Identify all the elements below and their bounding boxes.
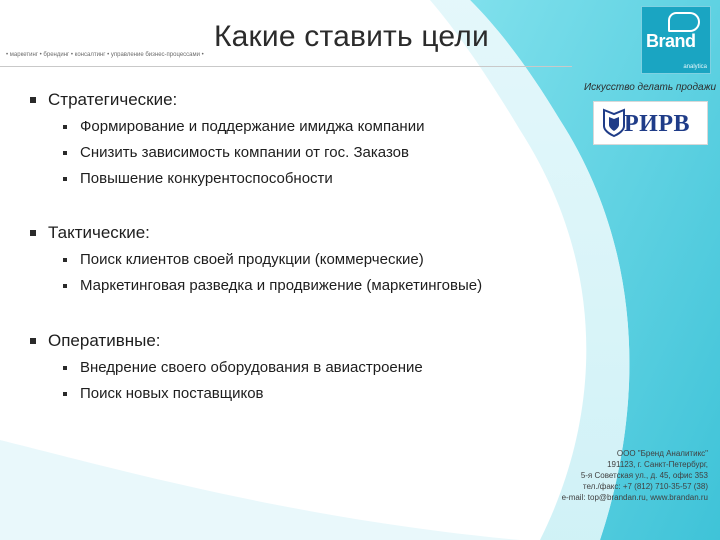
section-heading: Стратегические: xyxy=(30,90,177,110)
bullet-icon xyxy=(63,125,67,129)
bullet-icon xyxy=(30,97,36,103)
address-line: 191123, г. Санкт-Петербург, xyxy=(607,460,708,469)
bullet-icon xyxy=(63,258,67,262)
section-heading: Оперативные: xyxy=(30,331,161,351)
speech-bubble-icon xyxy=(668,12,700,32)
contact-line: e-mail: top@brandan.ru, www.brandan.ru xyxy=(561,493,708,502)
company-name: ООО "Бренд Аналитикс" xyxy=(616,449,708,458)
section-heading: Тактические: xyxy=(30,223,150,243)
bullet-icon xyxy=(63,392,67,396)
bullet-icon xyxy=(30,338,36,344)
phone-line: тел./факс: +7 (812) 710-35-57 (38) xyxy=(582,482,708,491)
tagline: • маркетинг • брендинг • консалтинг • управление бизнес-процессами • xyxy=(6,52,204,58)
list-item: Снизить зависимость компании от гос. Заказов xyxy=(63,144,409,161)
list-item: Маркетинговая разведка и продвижение (маркетинговые) xyxy=(63,277,482,294)
brand-analytica-logo xyxy=(641,6,711,74)
slide-title: Какие ставить цели xyxy=(214,20,489,53)
slogan: Искусство делать продажи xyxy=(584,82,717,93)
list-item: Поиск клиентов своей продукции (коммерческие) xyxy=(63,251,424,268)
list-item: Формирование и поддержание имиджа компании xyxy=(63,118,424,135)
bullet-icon xyxy=(63,366,67,370)
bullet-icon xyxy=(63,284,67,288)
rirv-logo-text: РИРВ xyxy=(624,111,690,137)
address-line: 5-я Советская ул., д. 45, офис 353 xyxy=(580,471,708,480)
brand-logo-word: Brand xyxy=(646,31,696,51)
bullet-icon xyxy=(63,177,67,181)
rirv-logo xyxy=(593,101,708,145)
bullet-icon xyxy=(30,230,36,236)
company-address xyxy=(562,448,708,503)
list-item: Поиск новых поставщиков xyxy=(63,385,264,402)
list-item: Внедрение своего оборудования в авиастроение xyxy=(63,359,423,376)
brand-logo-sub: analytica xyxy=(683,64,707,70)
bullet-icon xyxy=(63,151,67,155)
list-item: Повышение конкурентоспособности xyxy=(63,170,333,187)
header-divider xyxy=(0,66,572,67)
